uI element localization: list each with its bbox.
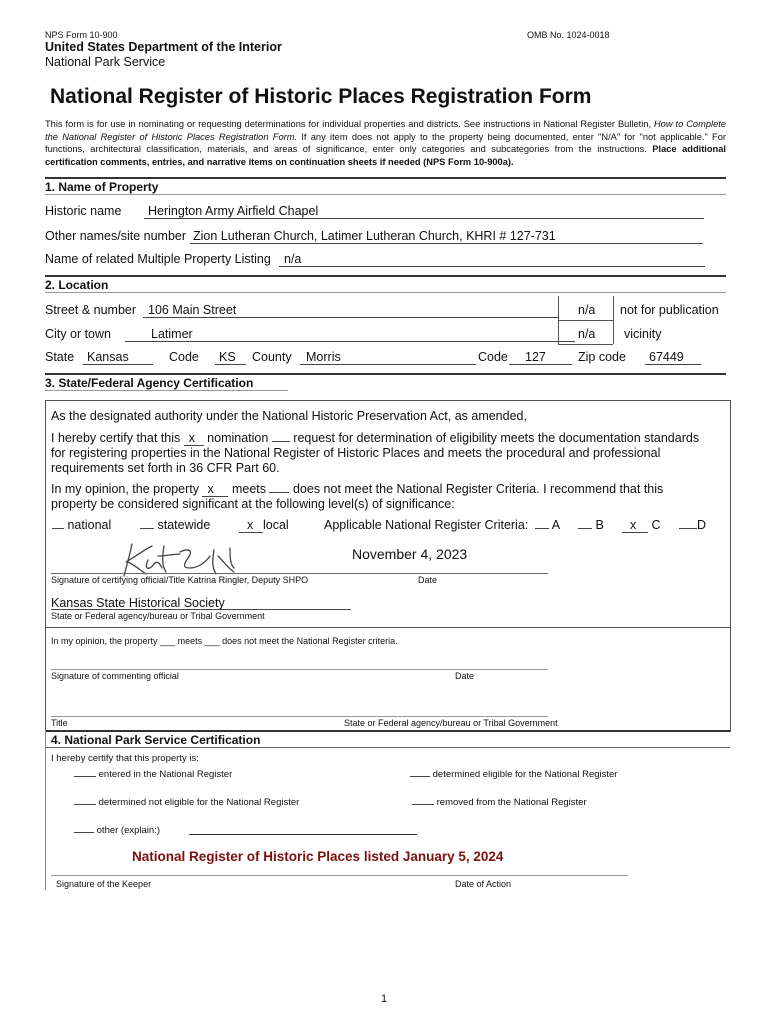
state-code-field[interactable]: KS xyxy=(215,350,246,365)
date2-label: Date xyxy=(455,671,475,681)
nps-certify-text: I hereby certify that this property is: xyxy=(51,753,199,764)
comment-opinion: In my opinion, the property ___ meets ___ does not meet the National Register criteria. xyxy=(51,636,398,646)
page-number: 1 xyxy=(381,993,388,1005)
meets-check[interactable]: x xyxy=(202,482,228,497)
date-label: Date xyxy=(418,575,438,585)
street-na: n/a xyxy=(578,303,596,317)
option-determined-eligible: determined eligible for the National Register xyxy=(410,769,617,780)
mpl-label: Name of related Multiple Property Listing xyxy=(45,252,271,266)
signature-official-label: Signature of certifying official/Title Katrina Ringler, Deputy SHPO xyxy=(51,575,309,585)
level-statewide: statewide xyxy=(140,518,210,532)
option-determined-not: determined not eligible for the National Register xyxy=(74,797,299,808)
certify-request-check[interactable] xyxy=(272,441,290,442)
county-label: County xyxy=(252,350,292,364)
vicinity-label: vicinity xyxy=(624,327,662,341)
option-removed: removed from the National Register xyxy=(412,797,587,808)
listed-note: National Register of Historic Places listed January 5, 2024 xyxy=(132,849,504,864)
not-for-publication-label: not for publication xyxy=(620,303,719,317)
city-na: n/a xyxy=(578,327,596,341)
city-field[interactable]: Latimer xyxy=(125,327,575,342)
state-field[interactable]: Kansas xyxy=(83,350,153,365)
certify-line-3: requirements set forth in 36 CFR Part 60. xyxy=(51,461,280,475)
opinion-line-2: property be considered significant at the following level(s) of significance: xyxy=(51,497,455,511)
certify-nomination-check[interactable]: x xyxy=(184,431,204,446)
criterion-b: B xyxy=(578,518,604,532)
mpl-field[interactable]: n/a xyxy=(279,252,705,267)
state-label: State xyxy=(45,350,75,364)
form-number: NPS Form 10-900 xyxy=(45,30,118,40)
other-names-label: Other names/site number xyxy=(45,229,187,243)
zip-label: Zip code xyxy=(578,350,626,364)
level-local: x local xyxy=(239,518,289,533)
historic-name-label: Historic name xyxy=(45,204,122,218)
section-4-heading: 4. National Park Service Certification xyxy=(51,733,261,747)
national-check[interactable] xyxy=(52,528,64,529)
criterion-d-check[interactable] xyxy=(679,528,697,529)
street-label: Street & number xyxy=(45,303,137,317)
keeper-signature-label: Signature of the Keeper xyxy=(56,879,152,889)
other-check[interactable] xyxy=(74,832,94,833)
criteria-label: Applicable National Register Criteria: xyxy=(324,518,529,532)
certification-date: November 4, 2023 xyxy=(352,546,468,562)
county-code-label: Code xyxy=(478,350,508,364)
date-of-action-label: Date of Action xyxy=(455,879,512,889)
option-other: other (explain:) xyxy=(74,825,160,836)
certify-line-2: for registering properties in the National Register of Historic Places and meets the procedural and professional xyxy=(51,446,661,460)
historic-name-field[interactable]: Herington Army Airfield Chapel xyxy=(144,204,704,219)
omb-number: OMB No. 1024-0018 xyxy=(527,30,610,40)
service-name: National Park Service xyxy=(45,55,166,69)
intro-text: This form is for use in nominating or requesting determinations for individual properties and districts. See instructions in National Register Bulletin, How to Complete the National Register of Historic Places Registration Form. If any item does not apply to the property being documented, enter "N/A" for "not applicable." For functions, architectural classification, materials, and areas of significance, enter only categories and subcategories from the instructions. Place additional certification comments, entries, and narrative items on continuation sheets if needed (NPS Form 10-900a). xyxy=(45,119,726,167)
street-field[interactable]: 106 Main Street xyxy=(143,303,558,318)
zip-field[interactable]: 67449 xyxy=(645,350,701,365)
county-code-field[interactable]: 127 xyxy=(509,350,572,365)
criterion-b-check[interactable] xyxy=(578,528,592,529)
criterion-d: D xyxy=(679,518,706,532)
department-name: United States Department of the Interior xyxy=(45,40,282,54)
section-1-heading: 1. Name of Property xyxy=(45,180,159,194)
statewide-check[interactable] xyxy=(140,528,154,529)
opinion-text: In my opinion, the property x meets does not meet the National Register Criteria. I recommend that this xyxy=(51,482,664,496)
title-label: Title xyxy=(51,718,68,728)
entered-check[interactable] xyxy=(74,776,96,777)
criterion-c: x C xyxy=(622,518,661,533)
section-2-heading: 2. Location xyxy=(45,278,109,292)
criterion-a-check[interactable] xyxy=(535,528,549,529)
other-names-field[interactable]: Zion Lutheran Church, Latimer Lutheran Church, KHRI # 127-731 xyxy=(190,229,703,244)
criterion-a: A xyxy=(535,518,560,532)
state-code-label: Code xyxy=(169,350,199,364)
certify-text: I hereby certify that this x nomination request for determination of eligibility meets the documentation standards xyxy=(51,431,700,445)
commenting-signature-label: Signature of commenting official xyxy=(51,671,179,681)
removed-check[interactable] xyxy=(412,804,434,805)
option-entered: entered in the National Register xyxy=(74,769,232,780)
level-national: national xyxy=(52,518,111,532)
determined-eligible-check[interactable] xyxy=(410,776,430,777)
agency2-label: State or Federal agency/bureau or Tribal Government xyxy=(344,718,558,728)
city-label: City or town xyxy=(45,327,111,341)
section-3-heading: 3. State/Federal Agency Certification xyxy=(45,376,254,390)
determined-not-check[interactable] xyxy=(74,804,96,805)
criterion-c-check[interactable]: x xyxy=(622,518,648,533)
does-not-meet-check[interactable] xyxy=(269,492,289,493)
county-field[interactable]: Morris xyxy=(300,350,476,365)
local-check[interactable]: x xyxy=(239,518,263,533)
authority-text: As the designated authority under the National Historic Preservation Act, as amended, xyxy=(51,409,527,423)
page-title: National Register of Historic Places Registration Form xyxy=(50,85,592,108)
agency-label: State or Federal agency/bureau or Tribal Government xyxy=(51,611,265,621)
agency-name: Kansas State Historical Society xyxy=(51,596,225,610)
